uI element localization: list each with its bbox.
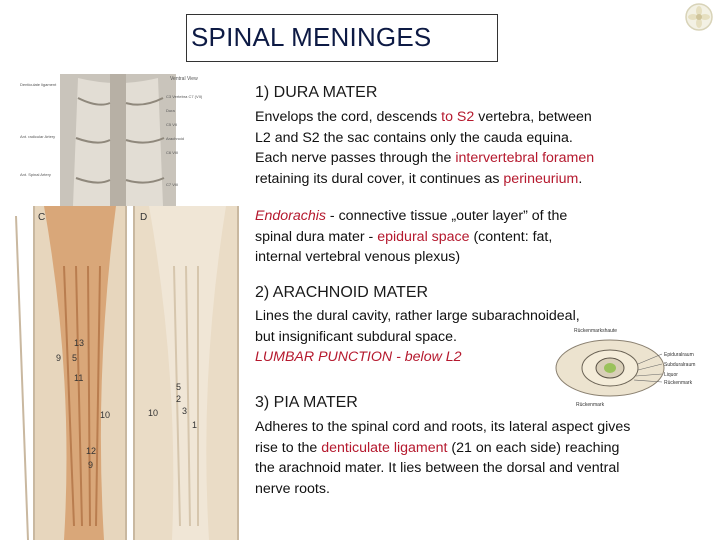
figure-dura-left-label: Ant. Spinal Artery — [20, 172, 51, 177]
pia-line-3: the arachnoid mater. It lies between the dorsal and ventral — [255, 460, 620, 476]
dura-line-1: Envelops the cord, descends to S2 vertebra, between — [255, 109, 592, 125]
figure-number: 2 — [176, 394, 182, 404]
dura-line-2: L2 and S2 the sac contains only the cauda equina. — [255, 129, 573, 146]
figure-number: 3 — [182, 406, 188, 416]
endorachis-line-1: Endorachis - connective tissue „outer layer” of the — [255, 208, 568, 224]
lumbar-top-label: Rückenmarkshaute — [574, 328, 618, 334]
figure-letter: C — [38, 212, 46, 223]
figure-dura-left-label: Ant. radicular Artery — [20, 134, 56, 139]
figure-number: 13 — [74, 338, 85, 348]
lumbar-punction-note: LUMBAR PUNCTION - below L2 — [255, 349, 462, 365]
figure-number: 9 — [56, 353, 62, 363]
figure-number: 5 — [72, 353, 78, 363]
figure-number: 10 — [148, 408, 159, 418]
figure-dura-header: Ventral View — [170, 76, 198, 82]
figure-dura-left-label: Denticulate ligament — [20, 82, 57, 87]
arachnoid-line-1: Lines the dural cavity, rather large subarachnoideal, — [255, 308, 580, 324]
cauda-equina-figure — [4, 206, 242, 540]
dura-line-3: Each nerve passes through the intervertebral foramen — [255, 150, 595, 166]
lumbar-bottom-label: Rückenmark — [576, 402, 605, 408]
figure-dura-label: C6 VIII — [166, 150, 179, 155]
dura-heading: 1) DURA MATER — [255, 84, 378, 101]
arachnoid-line-2: but insignificant subdural space. — [255, 328, 457, 345]
figure-number: 11 — [74, 373, 84, 383]
figure-dura-label: C7 VIII — [166, 182, 179, 187]
endorachis-line-2: spinal dura mater - epidural space (content: fat, — [255, 228, 553, 245]
pia-line-1: Adheres to the spinal cord and roots, its lateral aspect gives — [255, 419, 631, 435]
lumbar-side-label: Epiduralraum — [664, 352, 694, 358]
figure-dura-label: Dura — [166, 108, 175, 113]
figure-number: 9 — [88, 460, 94, 470]
lumbar-side-label: Liquor — [664, 372, 678, 378]
lumbar-side-label: Subduralraum — [664, 362, 696, 368]
endorachis-text — [255, 206, 567, 268]
pia-line-4: nerve roots. — [255, 480, 330, 497]
lumbar-side-label: Rückenmark — [664, 380, 693, 386]
arachnoid-text — [255, 306, 580, 368]
pia-line-2: rise to the denticulate ligament (21 on each side) reaching — [255, 439, 620, 456]
flower-logo-icon — [684, 2, 714, 32]
pia-heading: 3) PIA MATER — [255, 394, 358, 411]
arachnoid-heading: 2) ARACHNOID MATER — [255, 284, 429, 301]
figure-number: 10 — [100, 410, 111, 420]
figure-dura-label: C3 Vertebra C7 (VII) — [166, 94, 203, 99]
dura-mater-figure — [18, 68, 240, 206]
endorachis-line-3: internal vertebral venous plexus) — [255, 249, 461, 265]
figure-number: 5 — [176, 382, 182, 392]
pia-text — [255, 417, 630, 499]
dura-text — [255, 107, 594, 189]
dura-line-4: retaining its dural cover, it continues as perineurium. — [255, 170, 583, 187]
figure-number: 1 — [192, 420, 198, 430]
figure-letter: D — [140, 212, 148, 223]
figure-number: 12 — [86, 446, 97, 456]
figure-dura-label: C5 VII — [166, 122, 178, 127]
slide-title: SPINAL MENINGES — [191, 22, 432, 52]
figure-dura-label: Arachnoid — [166, 136, 185, 141]
